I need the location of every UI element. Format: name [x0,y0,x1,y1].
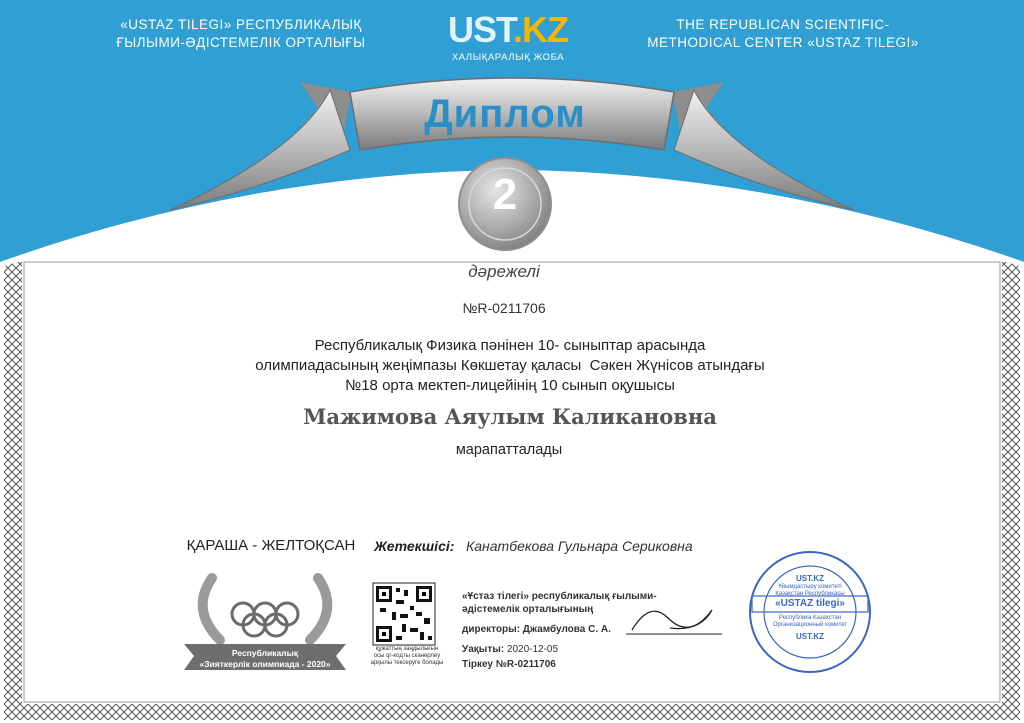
stamp-low-1: Республика Казахстан [778,615,842,621]
stamp-top: UST.KZ [796,574,824,583]
header-left-line2: ҒЫЛЫМИ-ӘДІСТЕМЕЛІК ОРТАЛЫҒЫ [116,35,366,50]
logo-ust: UST [447,9,513,50]
stamp-low-2: Организационный комитет [772,622,848,628]
emblem-line-1: Республикалық [231,648,299,658]
logo-subtitle: ХАЛЫҚАРАЛЫҚ ЖОБА [451,52,565,63]
org-name [462,590,702,616]
header-left-line1: «USTAZ TILEGI» РЕСПУБЛИКАЛЫҚ [120,17,362,32]
footer-registration [462,659,556,670]
registration-number: №R-0211706 [462,300,546,316]
award-line-2: олимпиадасының жеңімпазы Көкшетау қаласы Сәкен Жүнісов атындағы [255,357,765,374]
qr-caption-2: осы qr-кодты сканерлеу [373,653,441,659]
qr-caption-1: құжаттың заңдылығын [375,646,439,652]
header-right-line1: THE REPUBLICAN SCIENTIFIC- [676,17,890,32]
diploma-title: Диплом [424,92,586,136]
official-stamp [752,552,868,672]
award-line-3: №18 орта мектеп-лицейінің 10 сынып оқушысы [345,377,675,394]
qr-caption-3: арқылы тексеруге болады [370,660,444,666]
ust-kz-logo [428,10,588,63]
issue-date [462,644,558,655]
award-description [170,336,850,396]
stamp-bottom: UST.KZ [796,632,824,641]
medal-degree-number: 2 [492,170,518,219]
emblem-line-2: «Зияткерлік олимпиада - 2020» [199,659,331,669]
stamp-center: «USTAZ tilegi» [775,598,845,609]
qr-code [373,583,435,645]
awarded-label: марапатталады [455,442,563,458]
competition-period: ҚАРАША - ЖЕЛТОҚСАН [186,537,356,554]
supervisor-name: Канатбекова Гульнара Сериковна [466,538,693,554]
director-name: директоры: Джамбулова С. А. [462,624,611,635]
date-value: 2020-12-05 [506,644,559,655]
header-right-line2: METHODICAL CENTER «USTAZ TILEGI» [647,35,919,50]
reg-label: Тіркеу [462,659,493,670]
recipient-name: Мажимова Аяулым Каликановна [303,404,717,429]
logo-dot: . [513,9,523,50]
degree-label: дәрежелі [468,262,540,281]
stamp-mid-2: Қазақстан Республикасы [775,591,845,597]
org-line-2: әдістемелік орталығының [462,604,594,615]
logo-kz: KZ [522,9,569,50]
award-line-1: Республикалық Физика пәнінен 10- сыныптар арасында [314,337,706,354]
reg-value: №R-0211706 [495,659,556,670]
org-line-1: «Ұстаз тілегі» республикалық ғылыми- [462,591,657,602]
date-label: Уақыты: [462,644,505,655]
header-left-org [96,16,386,52]
supervisor-label: Жетекшісі: [374,538,455,554]
qr-caption [362,646,452,667]
stamp-mid-1: Ұйымдастыру комитеті [778,584,842,590]
header-right-org [628,16,938,52]
